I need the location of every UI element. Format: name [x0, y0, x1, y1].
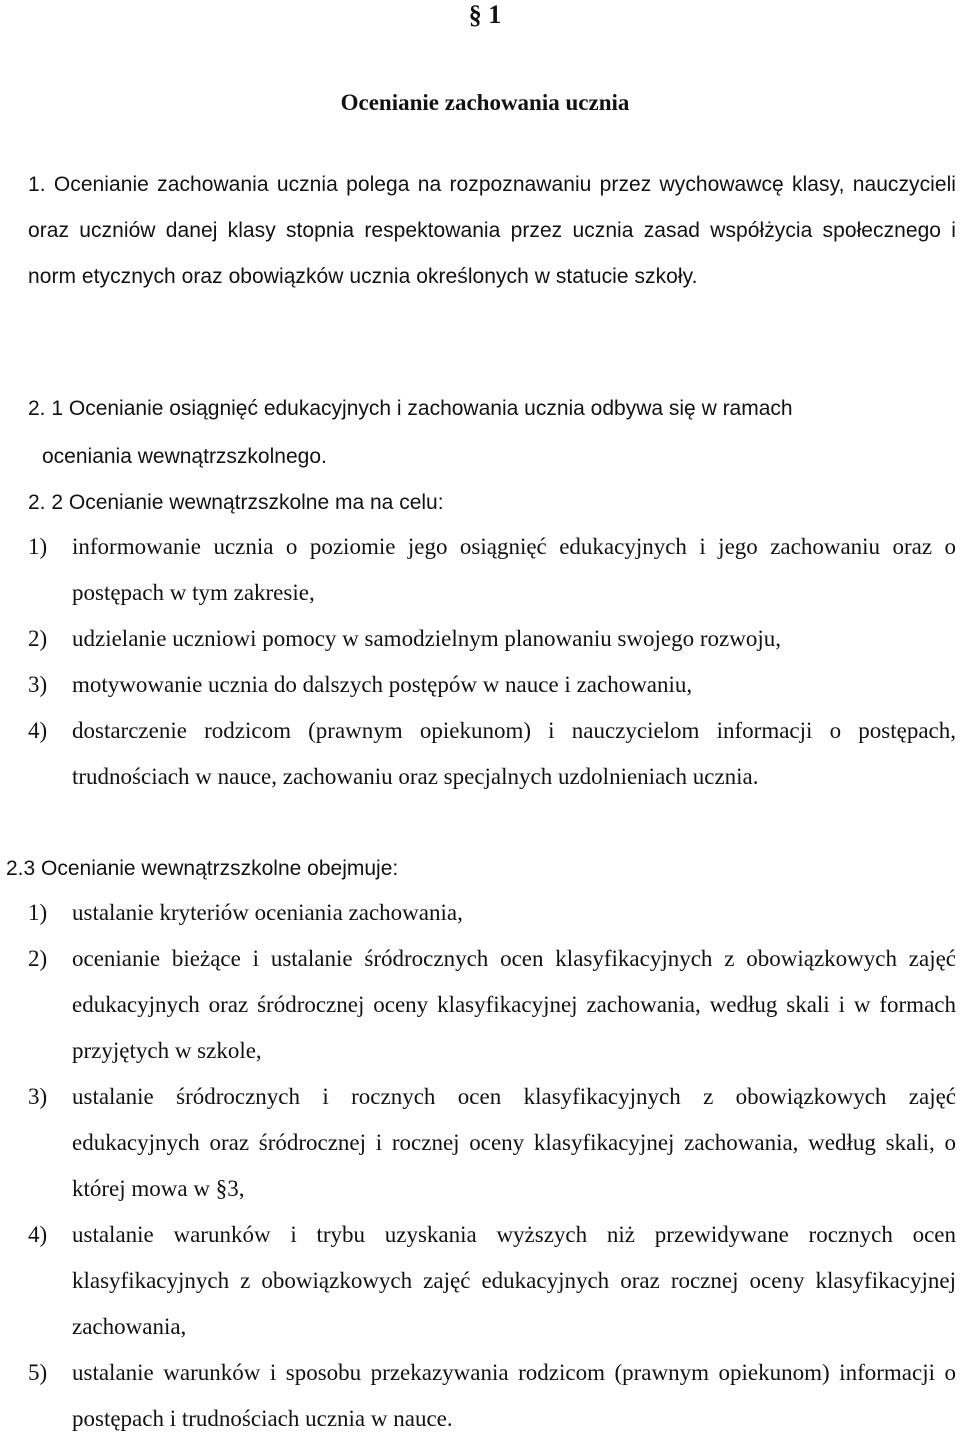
list-item-text: udzielanie uczniowi pomocy w samodzielnym planowaniu swojego rozwoju, [72, 626, 781, 651]
list-item-marker: 3) [28, 672, 48, 697]
list-item-text: motywowanie ucznia do dalszych postępów w nauce i zachowaniu, [72, 672, 693, 697]
section-mark: § 1 [468, 0, 502, 29]
list-item-text: ustalanie kryteriów oceniania zachowania, [72, 900, 463, 925]
list-item-marker: 1) [28, 900, 48, 925]
paragraph-point-1: 1. Ocenianie zachowania ucznia polega na rozpoznawaniu przez wychowawcę klasy, nauczycieli oraz uczniów danej klasy stopnia respektowania przez ucznia zasad współżycia społecznego i norm etycznych oraz obowiązków ucznia określonych w statucie szkoły. [28, 173, 956, 288]
document-title: Ocenianie zachowania ucznia [340, 90, 630, 115]
paragraph-point-2-1-line-1: 2. 1 Ocenianie osiągnięć edukacyjnych i zachowania ucznia odbywa się w ramach [28, 397, 793, 420]
list-item-text: informowanie ucznia o poziomie jego osiągnięć edukacyjnych i jego zachowaniu oraz o postępach w tym zakresie, [72, 534, 956, 605]
list-item-marker: 4) [28, 718, 48, 743]
list-item-marker: 2) [28, 946, 48, 971]
list-item-text: ocenianie bieżące i ustalanie śródrocznych ocen klasyfikacyjnych z obowiązkowych zajęć edukacyjnych oraz śródrocznej oceny klasyfikacyjnej zachowania, według skali i w formach przyjętych w szkole, [72, 946, 956, 1063]
list-item-marker: 1) [28, 534, 48, 559]
list-item-marker: 3) [28, 1084, 48, 1109]
list-item-text: ustalanie warunków i trybu uzyskania wyższych niż przewidywane rocznych ocen klasyfikacyjnych z obowiązkowych zajęć edukacyjnych oraz rocznej oceny klasyfikacyjnej zachowania, [72, 1222, 956, 1339]
list-item-text: ustalanie śródrocznych i rocznych ocen klasyfikacyjnych z obowiązkowych zajęć edukacyjnych oraz śródrocznej i rocznej oceny klasyfikacyjnej zachowania, według skali, o której mowa w §3, [72, 1084, 956, 1201]
paragraph-point-2-3-intro: 2.3 Ocenianie wewnątrzszkolne obejmuje: [6, 857, 399, 880]
paragraph-point-2-1-line-2: oceniania wewnątrzszkolnego. [42, 445, 327, 468]
list-item-text: dostarczenie rodzicom (prawnym opiekunom) i nauczycielom informacji o postępach, trudnościach w nauce, zachowaniu oraz specjalnych uzdolnieniach ucznia. [72, 718, 956, 789]
paragraph-point-2-2-intro: 2. 2 Ocenianie wewnątrzszkolne ma na celu: [28, 491, 444, 514]
list-item-marker: 5) [28, 1360, 48, 1385]
list-item-marker: 2) [28, 626, 48, 651]
list-item-text: ustalanie warunków i sposobu przekazywania rodzicom (prawnym opiekunom) informacji o postępach i trudnościach ucznia w nauce. [72, 1360, 956, 1431]
list-item-marker: 4) [28, 1222, 48, 1247]
